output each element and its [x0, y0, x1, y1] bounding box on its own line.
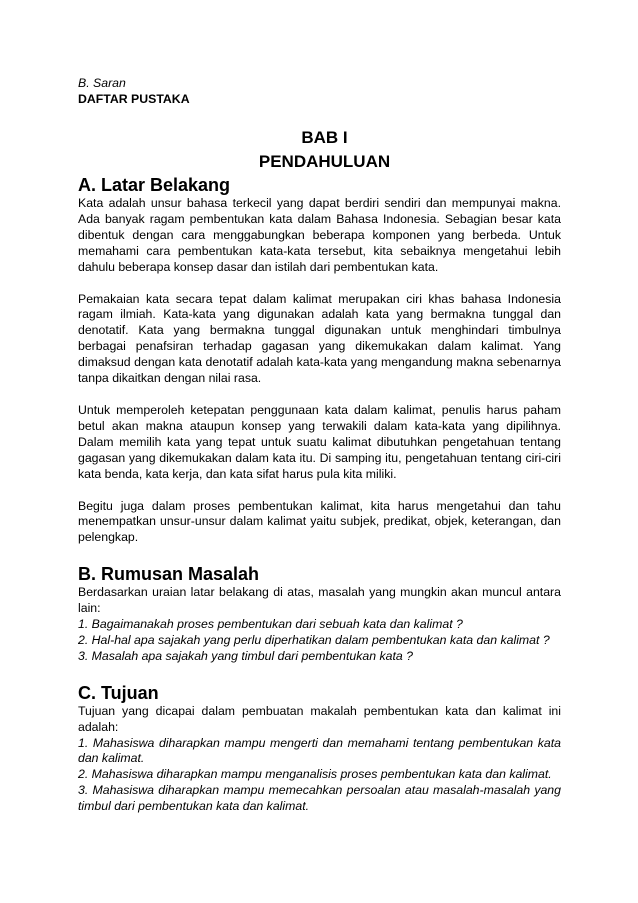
- section-intro: Berdasarkan uraian latar belakang di atas, masalah yang mungkin akan muncul antara lain:: [78, 585, 561, 616]
- list-item: 2. Hal-hal apa sajakah yang perlu diperhatikan dalam pembentukan kata dan kalimat ?: [78, 632, 550, 647]
- section-heading-rumusan-masalah: B. Rumusan Masalah: [78, 564, 260, 585]
- section-intro: Tujuan yang dicapai dalam pembuatan makalah pembentukan kata dan kalimat ini adalah:: [78, 703, 561, 734]
- list-item: 3. Masalah apa sajakah yang timbul dari pembentukan kata ?: [78, 648, 413, 663]
- list-item: 3. Mahasiswa diharapkan mampu memecahkan persoalan atau masalah-masalah yang timbul dari pembentukan kata dan kalimat.: [78, 783, 561, 814]
- saran-entry: B. Saran: [78, 76, 126, 90]
- section-heading-latar-belakang: A. Latar Belakang: [78, 175, 231, 195]
- paragraph: Kata adalah unsur bahasa terkecil yang dapat berdiri sendiri dan mempunyai makna. Ada banyak ragam pembentukan kata dalam Bahasa Indonesia. Sebagian besar kata dibentuk dengan cara menggabungkan beberapa komponen yang berbeda. Untuk memahami cara pembentukan kata-kata tersebut, kita sebaiknya mengetahui lebih dahulu beberapa konsep dasar dan istilah dari pembentukan kata.: [78, 196, 561, 274]
- chapter-number: BAB I: [301, 128, 348, 147]
- paragraph: Pemakaian kata secara tepat dalam kalimat merupakan ciri khas bahasa Indonesia ragam ilmiah. Kata-kata yang digunakan adalah kata yang bermakna tunggal dan denotatif. Kata yang bermakna tunggal digunakan untuk menghindari timbulnya berbagai penafsiran terhadap gagasan yang dikemukakan dalam kalimat. Yang dimaksud dengan kata denotatif adalah kata-kata yang mengandung makna sebenarnya tanpa dikaitkan dengan nilai rasa.: [78, 291, 561, 386]
- paragraph: Begitu juga dalam proses pembentukan kalimat, kita harus mengetahui dan tahu menempatkan unsur-unsur dalam kalimat yaitu subjek, predikat, objek, keterangan, dan pelengkap.: [78, 498, 561, 545]
- chapter-title: PENDAHULUAN: [258, 152, 391, 171]
- list-item: 2. Mahasiswa diharapkan mampu menganalisis proses pembentukan kata dan kalimat.: [78, 767, 552, 782]
- daftar-pustaka-entry: DAFTAR PUSTAKA: [78, 91, 190, 106]
- list-item: 1. Mahasiswa diharapkan mampu mengerti dan memahami tentang pembentukan kata dan kalimat.: [78, 735, 561, 766]
- list-item: 1. Bagaimanakah proses pembentukan dari sebuah kata dan kalimat ?: [78, 617, 463, 632]
- document-page: [78, 76, 561, 815]
- paragraph: Untuk memperoleh ketepatan penggunaan kata dalam kalimat, penulis harus paham betul akan makna ataupun konsep yang terwakili dalam kata-kata yang dipilihnya. Dalam memilih kata yang tepat untuk suatu kalimat dibutuhkan pengetahuan tentang gagasan yang dikemukakan dalam kata itu. Di samping itu, pengetahuan tentang ciri-ciri kata benda, kata kerja, dan kata sifat harus pula kita miliki.: [78, 402, 561, 481]
- section-heading-tujuan: C. Tujuan: [78, 682, 159, 703]
